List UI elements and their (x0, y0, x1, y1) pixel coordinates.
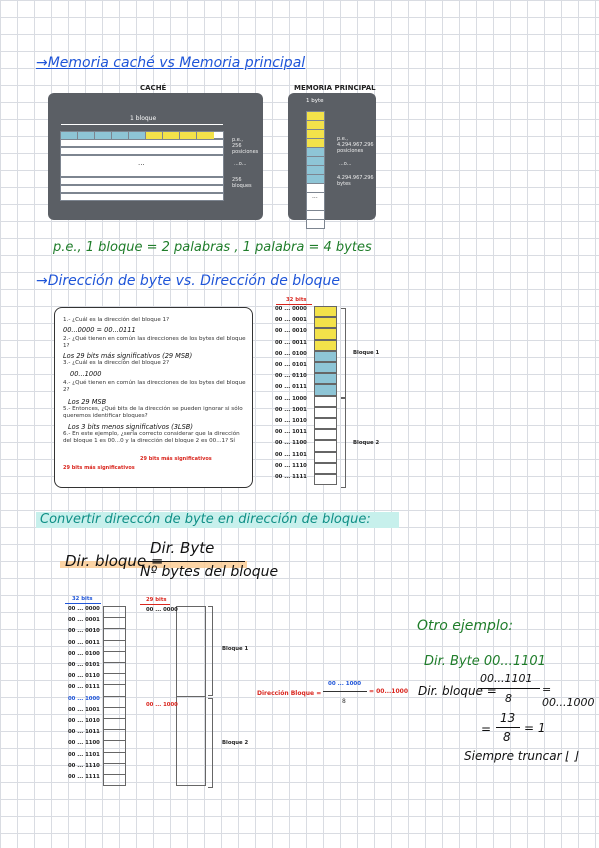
memory-column (306, 111, 325, 229)
bits-32-arrow (276, 304, 312, 305)
other-example-bar2 (496, 727, 520, 728)
address-label: 00 ... 0000 (275, 306, 307, 312)
answer-3: 00...1000 (70, 370, 102, 378)
address-label: 00 ... 0111 (275, 384, 307, 391)
dir-bloque-label: Dirección Bloque = (257, 690, 322, 697)
other-example-title: Otro ejemplo: (417, 618, 514, 634)
lower-col1-divider (103, 651, 126, 652)
lower-col2-top: 00 ... 0000 (146, 607, 178, 613)
lower-col1-divider (103, 763, 126, 764)
lower-col1-divider (103, 673, 126, 674)
one-block-label: 1 bloque (130, 115, 157, 122)
question-3: 3.- ¿Cuál es la dirección del bloque 2? (63, 360, 170, 366)
address-cell (314, 407, 337, 418)
address-label: 00 ... 1011 (275, 429, 307, 436)
memory-ellipsis: ... (312, 193, 318, 200)
lower-col1-divider (103, 718, 126, 719)
lower-col1-divider (103, 774, 126, 775)
other-example-bar (478, 688, 540, 689)
address-label: 00 ... 0001 (275, 317, 307, 324)
address-label: 00 ... 0011 (275, 339, 307, 346)
lower-address-label: 00 ... 1110 (68, 762, 100, 769)
address-label: 00 ... 0101 (275, 362, 307, 368)
red-label-1: 29 bits más significativos (140, 456, 212, 462)
lower-address-label: 00 ... 1111 (68, 774, 100, 780)
lower-col2-mid: 00 ... 1000 (146, 702, 178, 708)
lower-col1-divider (103, 752, 126, 753)
memory-figure (288, 93, 376, 220)
address-cell (314, 362, 337, 373)
one-byte-label: 1 byte (306, 98, 324, 104)
lower-col1-divider (103, 740, 126, 741)
address-cell (314, 440, 337, 451)
block-span-arrow (61, 124, 223, 125)
dir-bloque-result: = 00...1000 (369, 688, 409, 695)
answer-4: Los 29 MSB (68, 398, 107, 406)
heading-convert: Convertir direccón de byte en dirección de bloque: (40, 512, 371, 527)
question-2: 2.- ¿Qué tienen en común las direcciones de los bytes del bloque 1? (63, 336, 246, 349)
cache-row-1 (60, 131, 224, 139)
lower-col1-divider (103, 628, 126, 629)
block-1-label: Bloque 1 (353, 350, 380, 356)
other-example-8: 8 (503, 730, 511, 744)
lower-block2-label: Bloque 2 (222, 740, 249, 746)
heading-byte-vs-block: →Dirección de byte vs. Dirección de bloque (36, 273, 340, 289)
memory-side-top: p.e., 4.294.967.296 posiciones (337, 136, 374, 154)
cache-row-4 (60, 177, 224, 185)
address-cell (314, 340, 337, 351)
lower-address-label: 00 ... 1000 (68, 695, 100, 702)
formula-fraction-bar (140, 561, 245, 562)
lower-col1-divider (103, 662, 126, 663)
lower-bits32-arrow (65, 603, 101, 604)
address-cell (314, 351, 337, 362)
cache-row-6 (60, 193, 224, 201)
question-6: 6.- En este ejemplo, ¿sería correcto considerar que la dirección del bloque 1 es 00...0 y la dirección del bloque 2 es 00...1? Sí (63, 431, 240, 444)
lower-address-label: 00 ... 0110 (68, 673, 100, 680)
address-cell (314, 306, 337, 317)
example-line: p.e., 1 bloque = 2 palabras , 1 palabra = 4 bytes (53, 240, 372, 255)
block-2-bracket (341, 398, 346, 488)
cache-row-3 (60, 147, 224, 155)
other-example-den: 8 (505, 692, 512, 705)
other-example-line1: Dir. Byte 00...1101 (424, 654, 546, 669)
address-cell (314, 463, 337, 474)
lower-col1-divider (103, 707, 126, 708)
lower-block2-bracket (208, 698, 213, 788)
dir-bloque-bar (323, 691, 367, 692)
answer-1: 00...0000 = 00...0111 (63, 326, 136, 334)
address-cell (314, 452, 337, 463)
other-example-res2: = 1 (524, 721, 546, 735)
lower-block1-label: Bloque 1 (222, 646, 249, 652)
other-example-13: 13 (500, 711, 516, 725)
address-label: 00 ... 0110 (275, 373, 307, 380)
cache-row-5 (60, 185, 224, 193)
other-example-res: = 00...1000 (542, 683, 595, 709)
question-4: 4.- ¿Qué tienen en común las direcciones de los bytes del bloque 2? (63, 380, 246, 393)
address-label: 00 ... 1101 (275, 451, 307, 458)
address-label: 00 ... 1000 (275, 395, 307, 402)
lower-bits29-arrow (140, 604, 170, 605)
lower-address-label: 00 ... 1101 (68, 751, 100, 758)
cache-title: CACHÉ (140, 84, 167, 92)
lower-block1-bracket (208, 606, 213, 696)
lower-col1-divider (103, 684, 126, 685)
heading-cache-vs-memory: →Memoria caché vs Memoria principal (36, 55, 306, 71)
lower-address-label: 00 ... 1011 (68, 729, 100, 736)
formula-denominator: Nº bytes del bloque (140, 564, 279, 580)
question-1: 1.- ¿Cuál es la dirección del bloque 1? (63, 317, 170, 323)
lower-address-label: 00 ... 1100 (68, 740, 100, 747)
lower-address-label: 00 ... 0101 (68, 662, 100, 668)
lower-col2-divider (176, 696, 206, 697)
lower-bits29-label: 29 bits (146, 597, 167, 603)
address-label: 00 ... 1110 (275, 462, 307, 469)
lower-address-label: 00 ... 0100 (68, 650, 100, 657)
address-cell (314, 384, 337, 395)
block-2-label: Bloque 2 (353, 440, 380, 446)
question-5: 5.- Entonces, ¿Qué bits de la dirección se pueden ignorar si sólo queremos identificar bloques? (63, 406, 243, 419)
cache-side-bottom: 256 bloques (232, 177, 252, 189)
other-example-num: 00...1101 (480, 672, 533, 685)
dir-bloque-numerator: 00 ... 1000 (328, 681, 362, 687)
address-cell (314, 474, 337, 485)
address-label: 00 ... 0010 (275, 328, 307, 335)
cache-ellipsis: ... (138, 159, 145, 167)
address-label: 00 ... 1010 (275, 418, 307, 424)
address-cell (314, 317, 337, 328)
address-cell (314, 418, 337, 429)
answer-5: Los 3 bits menos significativos (3LSB) (68, 423, 193, 431)
lower-address-label: 00 ... 0001 (68, 617, 100, 624)
address-cell (314, 429, 337, 440)
lower-address-label: 00 ... 0111 (68, 684, 100, 691)
lower-col1-divider (103, 729, 126, 730)
memory-side-bottom: 4.294.967.296 bytes (337, 175, 374, 187)
lower-address-label: 00 ... 1010 (68, 718, 100, 724)
address-label: 00 ... 0100 (275, 350, 307, 357)
lower-col1-divider (103, 696, 126, 697)
lower-address-label: 00 ... 0010 (68, 628, 100, 635)
other-example-eq: = (481, 722, 492, 736)
lower-bits32-label: 32 bits (72, 596, 93, 602)
dir-bloque-denominator: 8 (342, 698, 346, 705)
memory-title: MEMORIA PRINCIPAL (294, 84, 376, 92)
address-cell (314, 328, 337, 339)
formula-numerator: Dir. Byte (150, 539, 215, 557)
lower-col1-divider (103, 617, 126, 618)
address-label: 00 ... 1001 (275, 406, 307, 413)
bits-32-label: 32 bits (286, 297, 307, 303)
other-example-lhs: Dir. bloque = (418, 684, 497, 698)
lower-address-label: 00 ... 0011 (68, 639, 100, 646)
red-label-2: 29 bits más significativos (63, 465, 135, 471)
formula-lhs: Dir. bloque = (65, 552, 164, 570)
memory-side-mid: ...o... (339, 161, 352, 167)
cache-side-top: p.e., 256 posiciones (232, 137, 259, 155)
lower-address-label: 00 ... 0000 (68, 606, 100, 612)
lower-address-label: 00 ... 1001 (68, 706, 100, 713)
address-label: 00 ... 1111 (275, 474, 307, 480)
address-cell (314, 396, 337, 407)
cache-side-mid: ...o... (234, 161, 247, 167)
address-label: 00 ... 1100 (275, 440, 307, 447)
answer-2: Los 29 bits más significativos (29 MSB) (63, 352, 193, 360)
lower-col1-divider (103, 640, 126, 641)
block-1-bracket (341, 308, 346, 398)
cache-row-2 (60, 139, 224, 147)
address-cell (314, 373, 337, 384)
other-example-truncate: Siempre truncar ⌊ ⌋ (464, 749, 579, 763)
